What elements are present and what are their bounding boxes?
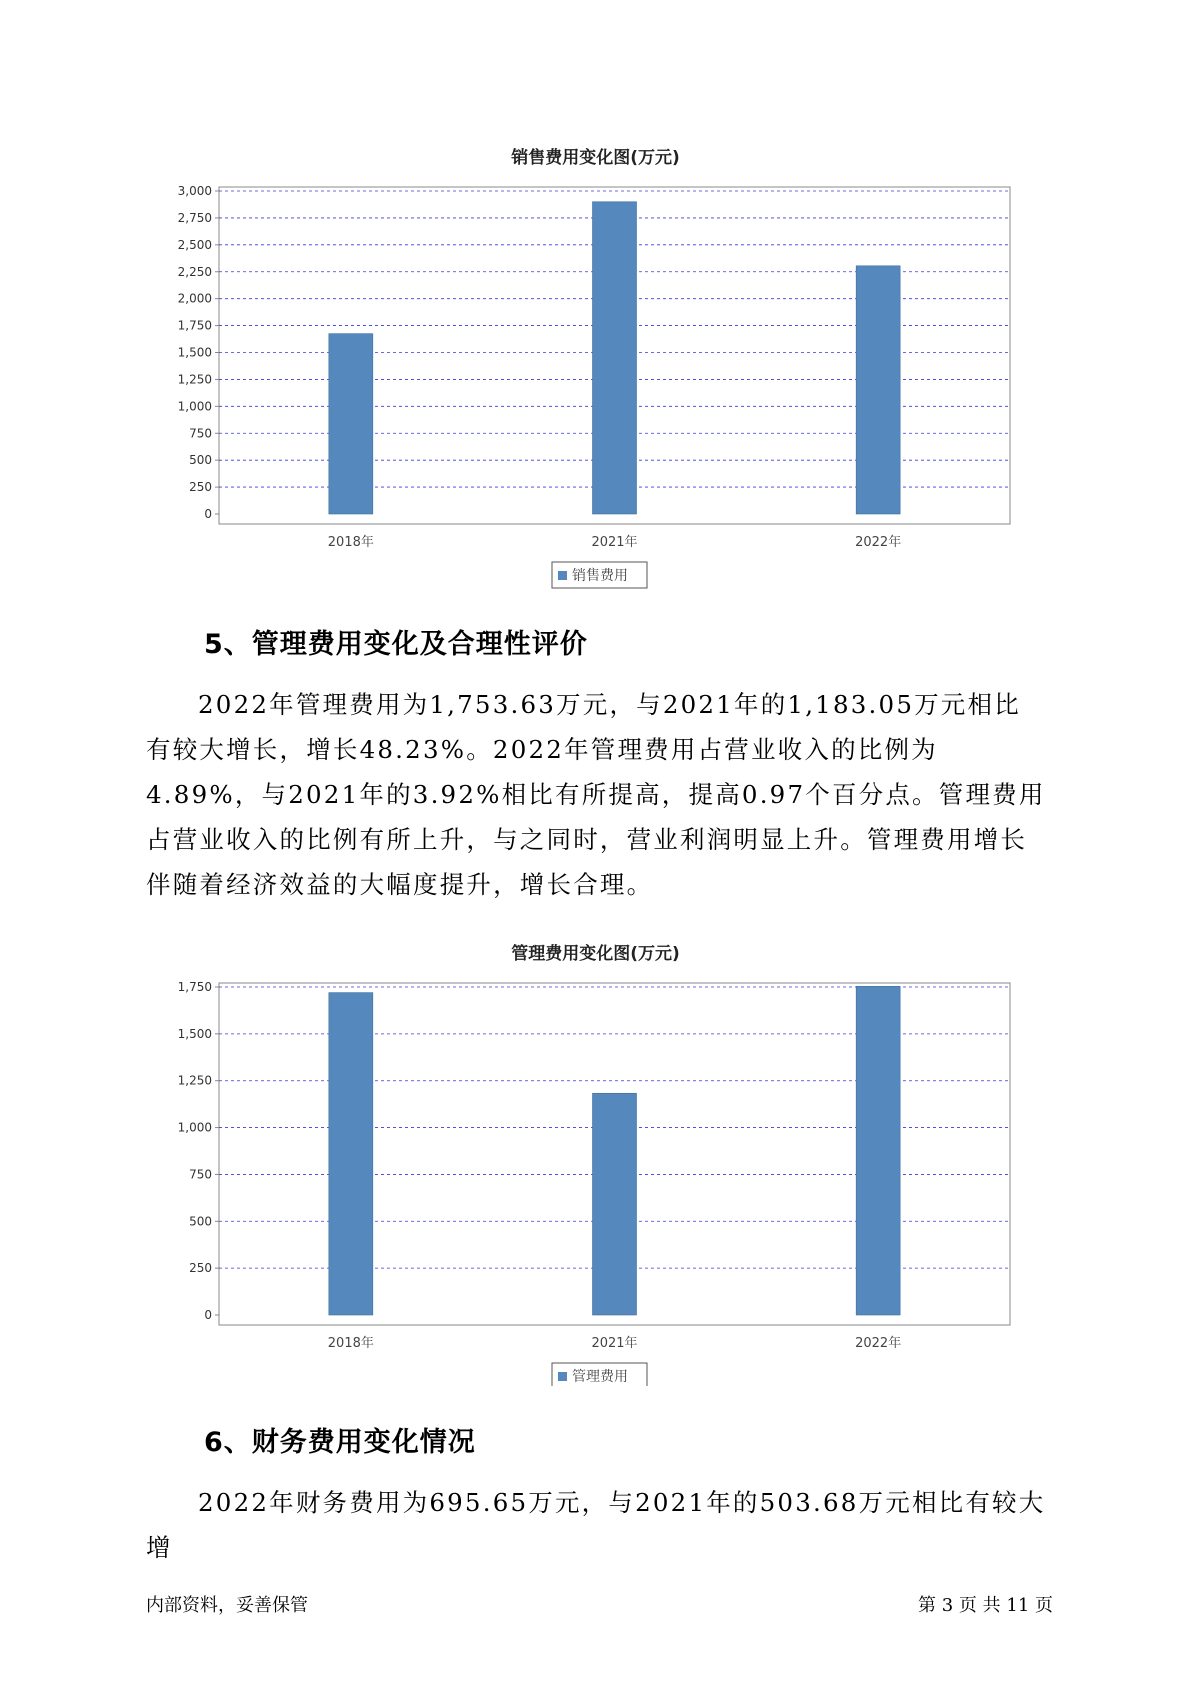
footer-confidential: 内部资料，妥善保管 bbox=[146, 1595, 308, 1616]
section6-paragraph: 2022年财务费用为695.65万元，与2021年的503.68万元相比有较大增 bbox=[146, 1488, 1046, 1562]
x-tick-label: 2021年 bbox=[591, 1336, 638, 1351]
y-tick-label: 250 bbox=[189, 1261, 212, 1276]
chart-title-admin: 管理费用变化图(万元) bbox=[511, 944, 680, 964]
admin-expense-chart bbox=[0, 966, 1191, 1386]
y-tick-label: 0 bbox=[204, 507, 212, 521]
bar bbox=[593, 202, 637, 514]
section6-heading: 6、财务费用变化情况 bbox=[204, 1427, 476, 1458]
y-tick-label: 1,250 bbox=[177, 1073, 212, 1088]
bar bbox=[329, 334, 373, 514]
bar bbox=[329, 993, 373, 1315]
x-tick-label: 2018年 bbox=[327, 1336, 374, 1351]
bar bbox=[856, 266, 900, 514]
y-tick-label: 2,500 bbox=[177, 237, 212, 252]
legend-label: 销售费用 bbox=[572, 568, 628, 584]
x-tick-label: 2018年 bbox=[327, 535, 374, 550]
y-tick-label: 1,500 bbox=[177, 1026, 212, 1041]
y-tick-label: 1,000 bbox=[177, 1120, 212, 1135]
bar bbox=[593, 1093, 637, 1315]
y-tick-label: 1,750 bbox=[177, 980, 212, 994]
y-tick-label: 500 bbox=[189, 1214, 212, 1229]
y-tick-label: 750 bbox=[189, 1167, 212, 1182]
legend-swatch bbox=[558, 1372, 567, 1381]
sales-expense-chart bbox=[0, 170, 1191, 590]
y-tick-label: 2,000 bbox=[177, 291, 212, 306]
legend-swatch bbox=[558, 571, 567, 580]
y-tick-label: 1,750 bbox=[177, 318, 212, 333]
y-tick-label: 500 bbox=[189, 453, 212, 468]
bar bbox=[856, 986, 900, 1315]
y-tick-label: 3,000 bbox=[177, 184, 212, 198]
x-tick-label: 2022年 bbox=[855, 1336, 902, 1351]
x-tick-label: 2021年 bbox=[591, 535, 638, 550]
y-tick-label: 0 bbox=[204, 1308, 212, 1322]
y-tick-label: 1,500 bbox=[177, 345, 212, 360]
y-tick-label: 1,000 bbox=[177, 399, 212, 414]
y-tick-label: 750 bbox=[189, 426, 212, 441]
section5-heading: 5、管理费用变化及合理性评价 bbox=[204, 629, 588, 660]
y-tick-label: 2,750 bbox=[177, 210, 212, 225]
y-tick-label: 2,250 bbox=[177, 264, 212, 279]
y-tick-label: 1,250 bbox=[177, 372, 212, 387]
section5-paragraph: 2022年管理费用为1,753.63万元，与2021年的1,183.05万元相比有较大增长，增长48.23%。2022年管理费用占营业收入的比例为4.89%，与2021年的3.92%相比有所提高，提高0.97个百分点。管理费用占营业收入的比例有所上升，与之同时，营业利润明显上升。管理费用增长伴随着经济效益的大幅度提升，增长合理。 bbox=[146, 690, 1046, 899]
chart-title-sales: 销售费用变化图(万元) bbox=[511, 148, 680, 168]
legend-label: 管理费用 bbox=[572, 1369, 628, 1385]
footer-page-number: 第 3 页 共 11 页 bbox=[918, 1595, 1053, 1616]
y-tick-label: 250 bbox=[189, 480, 212, 495]
x-tick-label: 2022年 bbox=[855, 535, 902, 550]
